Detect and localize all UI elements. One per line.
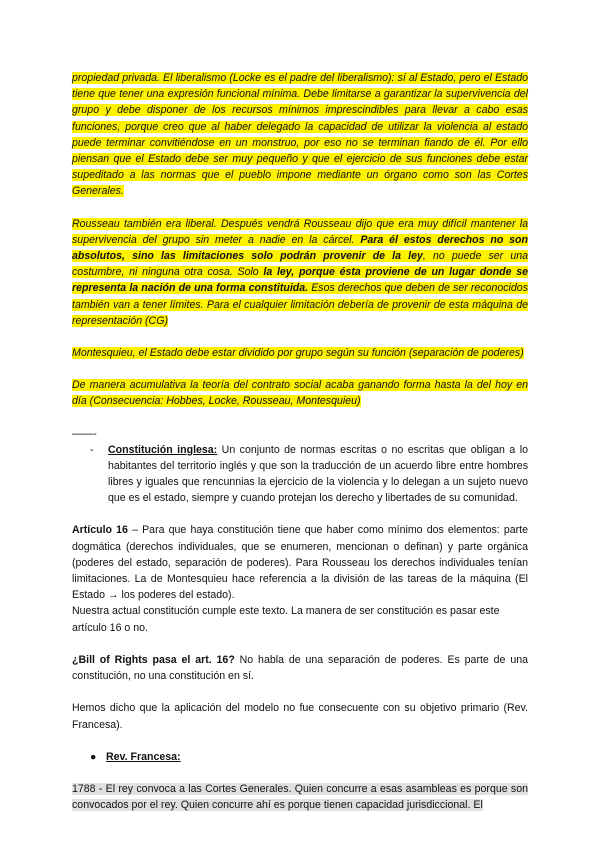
paragraph-liberalism [72, 70, 528, 200]
gray-highlighted-text: 1788 - El rey convoca a las Cortes Generales. Quien concurre a esas asambleas es porque son convocados por el rey. Quien concurre ahí es porque tienen capacidad jurisdiccional. El [72, 782, 528, 811]
paragraph-hemos-dicho: Hemos dicho que la aplicación del modelo no fue consecuente con su objetivo primario (Rev. Francesa). [72, 702, 528, 731]
highlighted-text: Rousseau también era liberal. Después vendrá Rousseau dijo que era muy difícil mantener la supervivencia del grupo sin meter a nadie en la cárcel. Para él estos derechos no son absolutos, sino las limitaciones solo podrán provenir de la ley, no puede ser una costumbre, ni ninguna otra cosa. Solo la ley, porque ésta proviene de un lugar donde se representa la nación de una forma constituida. Esos derechos que deben de ser reconocidos también van a tener límites. Para el cualquier limitación debería de provenir de esta máquina de representación (CG) [72, 217, 528, 327]
bold-text: Para él estos derechos no son absolutos, sino las limitaciones solo podrán provenir de la ley [72, 233, 528, 263]
list-item-rev-francesa [72, 749, 528, 765]
paragraph-articulo-16-cont: Nuestra actual constitución cumple este texto. La manera de ser constitución es pasar este artículo 16 o no. [72, 605, 500, 634]
highlighted-text: Montesquieu, el Estado debe estar dividido por grupo según su función (separación de poderes) [72, 347, 524, 360]
paragraph-articulo-16: Artículo 16 – Para que haya constitución tiene que haber como mínimo dos elementos: parte dogmática (derechos individuales, que se enumeren, mencionan o definan) y parte orgánica (poderes del estado, separación de poderes). Para Rousseau los derechos individuales tenían limitaciones. La de Montesquieu hace referencia a la división de las tareas de la máquina (El Estado → los poderes del estado). [72, 524, 529, 602]
document-page [72, 70, 528, 813]
list-item-text: Constitución inglesa: Un conjunto de normas escritas o no escritas que obligan a lo habitantes del territorio inglés y que son la traducción de un acuerdo libre entre hombres libres y iguales que rencunnias la ejercicio de la violencia y lo delegan a un sujeto nuevo que es el estado, siempre y cuando protejan los derecho y libertades de su comunidad. [108, 443, 528, 505]
section-heading: Rev. Francesa: [106, 750, 181, 763]
paragraph-social-contract [72, 377, 528, 409]
bullet-dot: ● [90, 750, 97, 763]
paragraph-montesquieu [72, 345, 528, 361]
highlighted-text: propiedad privada. El liberalismo (Locke es el padre del liberalismo): sí al Estado, pero el Estado tiene que tener una expresión funcional mínima. Debe limitarse a garantizar la supervivencia del grupo y debe disponer de los recursos mínimos imprescindibles para llevar a cabo esas funciones, porque creo que al haber delegado la capacidad de utilizar la violencia al estado puede terminar convitiéndose en un monstruo, por eso no se terminan fiando de él. Por ello piensan que el Estado debe ser muy pequeño y que el ejercicio de sus funciones debe estar supeditado a las normas que el pueblo impone mediante un órgano como son las Cortes Generales. [72, 72, 528, 198]
paragraph-rousseau [72, 216, 528, 329]
paragraph-1788 [72, 781, 528, 813]
term-heading: Constitución inglesa: [108, 443, 218, 456]
paragraph-bill-of-rights: ¿Bill of Rights pasa el art. 16? No habla de una separación de poderes. Es parte de una constitución, no una constitución en sí. [72, 653, 528, 683]
bold-text: la ley, porque ésta proviene de un lugar donde se representa la nación de una forma constituida. [72, 266, 528, 295]
list-item-constitucion-inglesa [72, 442, 528, 507]
separator-line: ——- [72, 427, 97, 440]
term-heading: ¿Bill of Rights pasa el art. 16? [72, 653, 235, 666]
highlighted-text: De manera acumulativa la teoría del contrato social acaba ganando forma hasta la del hoy en día (Consecuencia: Hobbes, Locke, Rousseau, Montesquieu) [72, 379, 528, 408]
term-heading: Artículo 16 [72, 524, 128, 537]
dash-bullet: - [90, 443, 94, 456]
